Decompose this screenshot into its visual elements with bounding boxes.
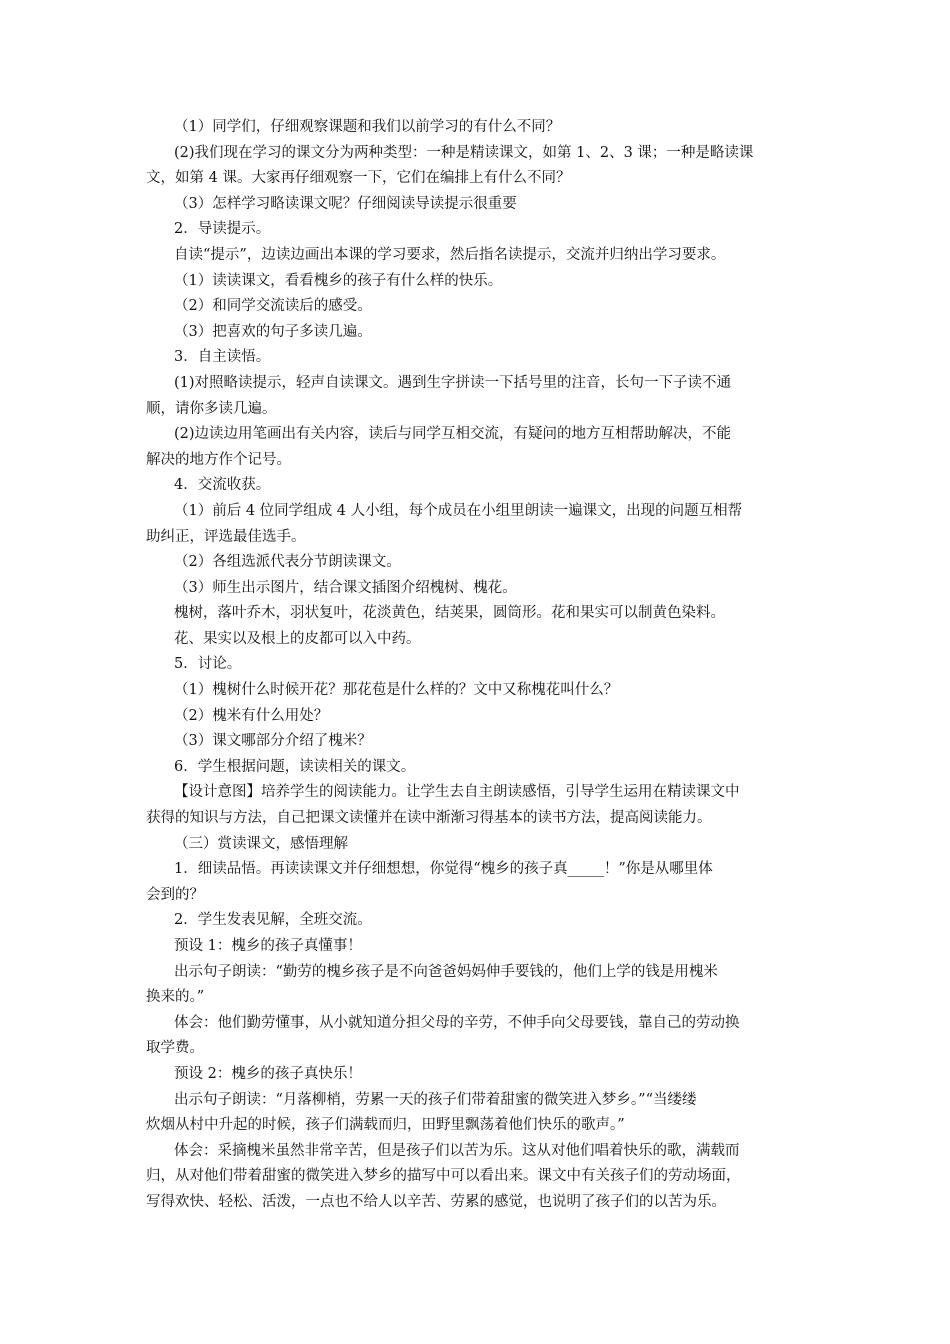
text-line: 助纠正，评选最佳选手。 <box>146 528 306 545</box>
text-line: 4．交流收获。 <box>174 477 271 494</box>
text-line: 自读“提示”，边读边画出本课的学习要求，然后指名读提示，交流并归纳出学习要求。 <box>174 246 726 263</box>
text-line: 槐树，落叶乔木，羽状复叶，花淡黄色，结荚果，圆筒形。花和果实可以制黄色染料。 <box>174 605 725 622</box>
text-line: 体会：他们勤劳懂事，从小就知道分担父母的辛劳，不伸手向父母要钱，靠自己的劳动换 <box>174 1014 740 1031</box>
text-line: 文，如第 4 课。大家再仔细观察一下，它们在编排上有什么不同？ <box>146 170 571 187</box>
text-line: 1．细读品悟。再读读课文并仔细想想，你觉得“槐乡的孩子真_____！”你是从哪里体 <box>174 861 713 878</box>
text-line: 3．自主读悟。 <box>174 349 271 366</box>
text-line: （三）赏读课文，感悟理解 <box>174 835 348 852</box>
text-line: （2）槐米有什么用处？ <box>174 707 329 724</box>
text-line: （1）读读课文，看看槐乡的孩子有什么样的快乐。 <box>174 272 503 289</box>
text-line: 出示句子朗读：“勤劳的槐乡孩子是不向爸爸妈妈伸手要钱的，他们上学的钱是用槐米 <box>174 963 718 980</box>
text-line: (2)边读边用笔画出有关内容，读后与同学互相交流，有疑问的地方互相帮助解决，不能 <box>174 426 732 443</box>
text-line: 2．导读提示。 <box>174 221 271 238</box>
text-line: （1）同学们，仔细观察课题和我们以前学习的有什么不同？ <box>174 119 561 135</box>
document-page <box>146 115 816 1216</box>
text-line: （2）和同学交流读后的感受。 <box>174 298 372 315</box>
text-line: 换来的。” <box>146 989 205 1006</box>
text-line: 写得欢快、轻松、活泼，一点也不给人以辛苦、劳累的感觉，也说明了孩子们的以苦为乐。 <box>146 1193 726 1210</box>
text-line: (1)对照略读提示，轻声自读课文。遇到生字拼读一下括号里的注音，长句一下子读不通 <box>174 374 732 391</box>
text-line: 取学费。 <box>146 1040 204 1057</box>
text-line: （1）前后 4 位同学组成 4 人小组，每个成员在小组里朗读一遍课文，出现的问题互相帮 <box>174 502 743 519</box>
text-line: （3）课文哪部分介绍了槐米？ <box>174 733 372 750</box>
text-line: （2）各组选派代表分节朗读课文。 <box>174 554 401 571</box>
text-line: 会到的？ <box>146 886 204 903</box>
text-line: （1）槐树什么时候开花？那花苞是什么样的？文中又称槐花叫什么？ <box>174 682 619 699</box>
text-line: (2)我们现在学习的课文分为两种类型：一种是精读课文，如第 1、2、3 课；一种是略读课 <box>174 144 754 161</box>
text-line: 花、果实以及根上的皮都可以入中药。 <box>174 630 421 647</box>
text-line: 解决的地方作个记号。 <box>146 451 291 468</box>
text-line: （3）把喜欢的句子多读几遍。 <box>174 323 372 340</box>
text-line: 体会：采摘槐米虽然非常辛苦，但是孩子们以苦为乐。这从对他们唱着快乐的歌，满载而 <box>174 1142 740 1159</box>
text-line: （3）怎样学习略读课文呢？仔细阅读导读提示很重要 <box>174 195 517 212</box>
text-line: 归，从对他们带着甜蜜的微笑进入梦乡的描写中可以看出来。课文中有关孩子们的劳动场面， <box>146 1168 741 1185</box>
text-line: 炊烟从村中升起的时候，孩子们满载而归，田野里飘荡着他们快乐的歌声。” <box>146 1117 625 1134</box>
text-line: 顺，请你多读几遍。 <box>146 400 277 417</box>
text-line: 获得的知识与方法，自己把课文读懂并在读中渐渐习得基本的读书方法，提高阅读能力。 <box>146 810 712 827</box>
text-line: （3）师生出示图片，结合课文插图介绍槐树、槐花。 <box>174 579 517 596</box>
text-line: 【设计意图】培养学生的阅读能力。让学生去自主朗读感悟，引导学生运用在精读课文中 <box>174 784 740 801</box>
text-line: 预设 1：槐乡的孩子真懂事！ <box>174 938 362 954</box>
text-line: 预设 2：槐乡的孩子真快乐！ <box>174 1065 362 1082</box>
text-line: 2．学生发表见解，全班交流。 <box>174 912 372 929</box>
text-line: 5．讨论。 <box>174 656 242 673</box>
text-line: 出示句子朗读：“月落柳梢，劳累一天的孩子们带着甜蜜的微笑进入梦乡。”“当缕缕 <box>174 1091 697 1108</box>
text-line: 6．学生根据问题，读读相关的课文。 <box>174 758 416 775</box>
